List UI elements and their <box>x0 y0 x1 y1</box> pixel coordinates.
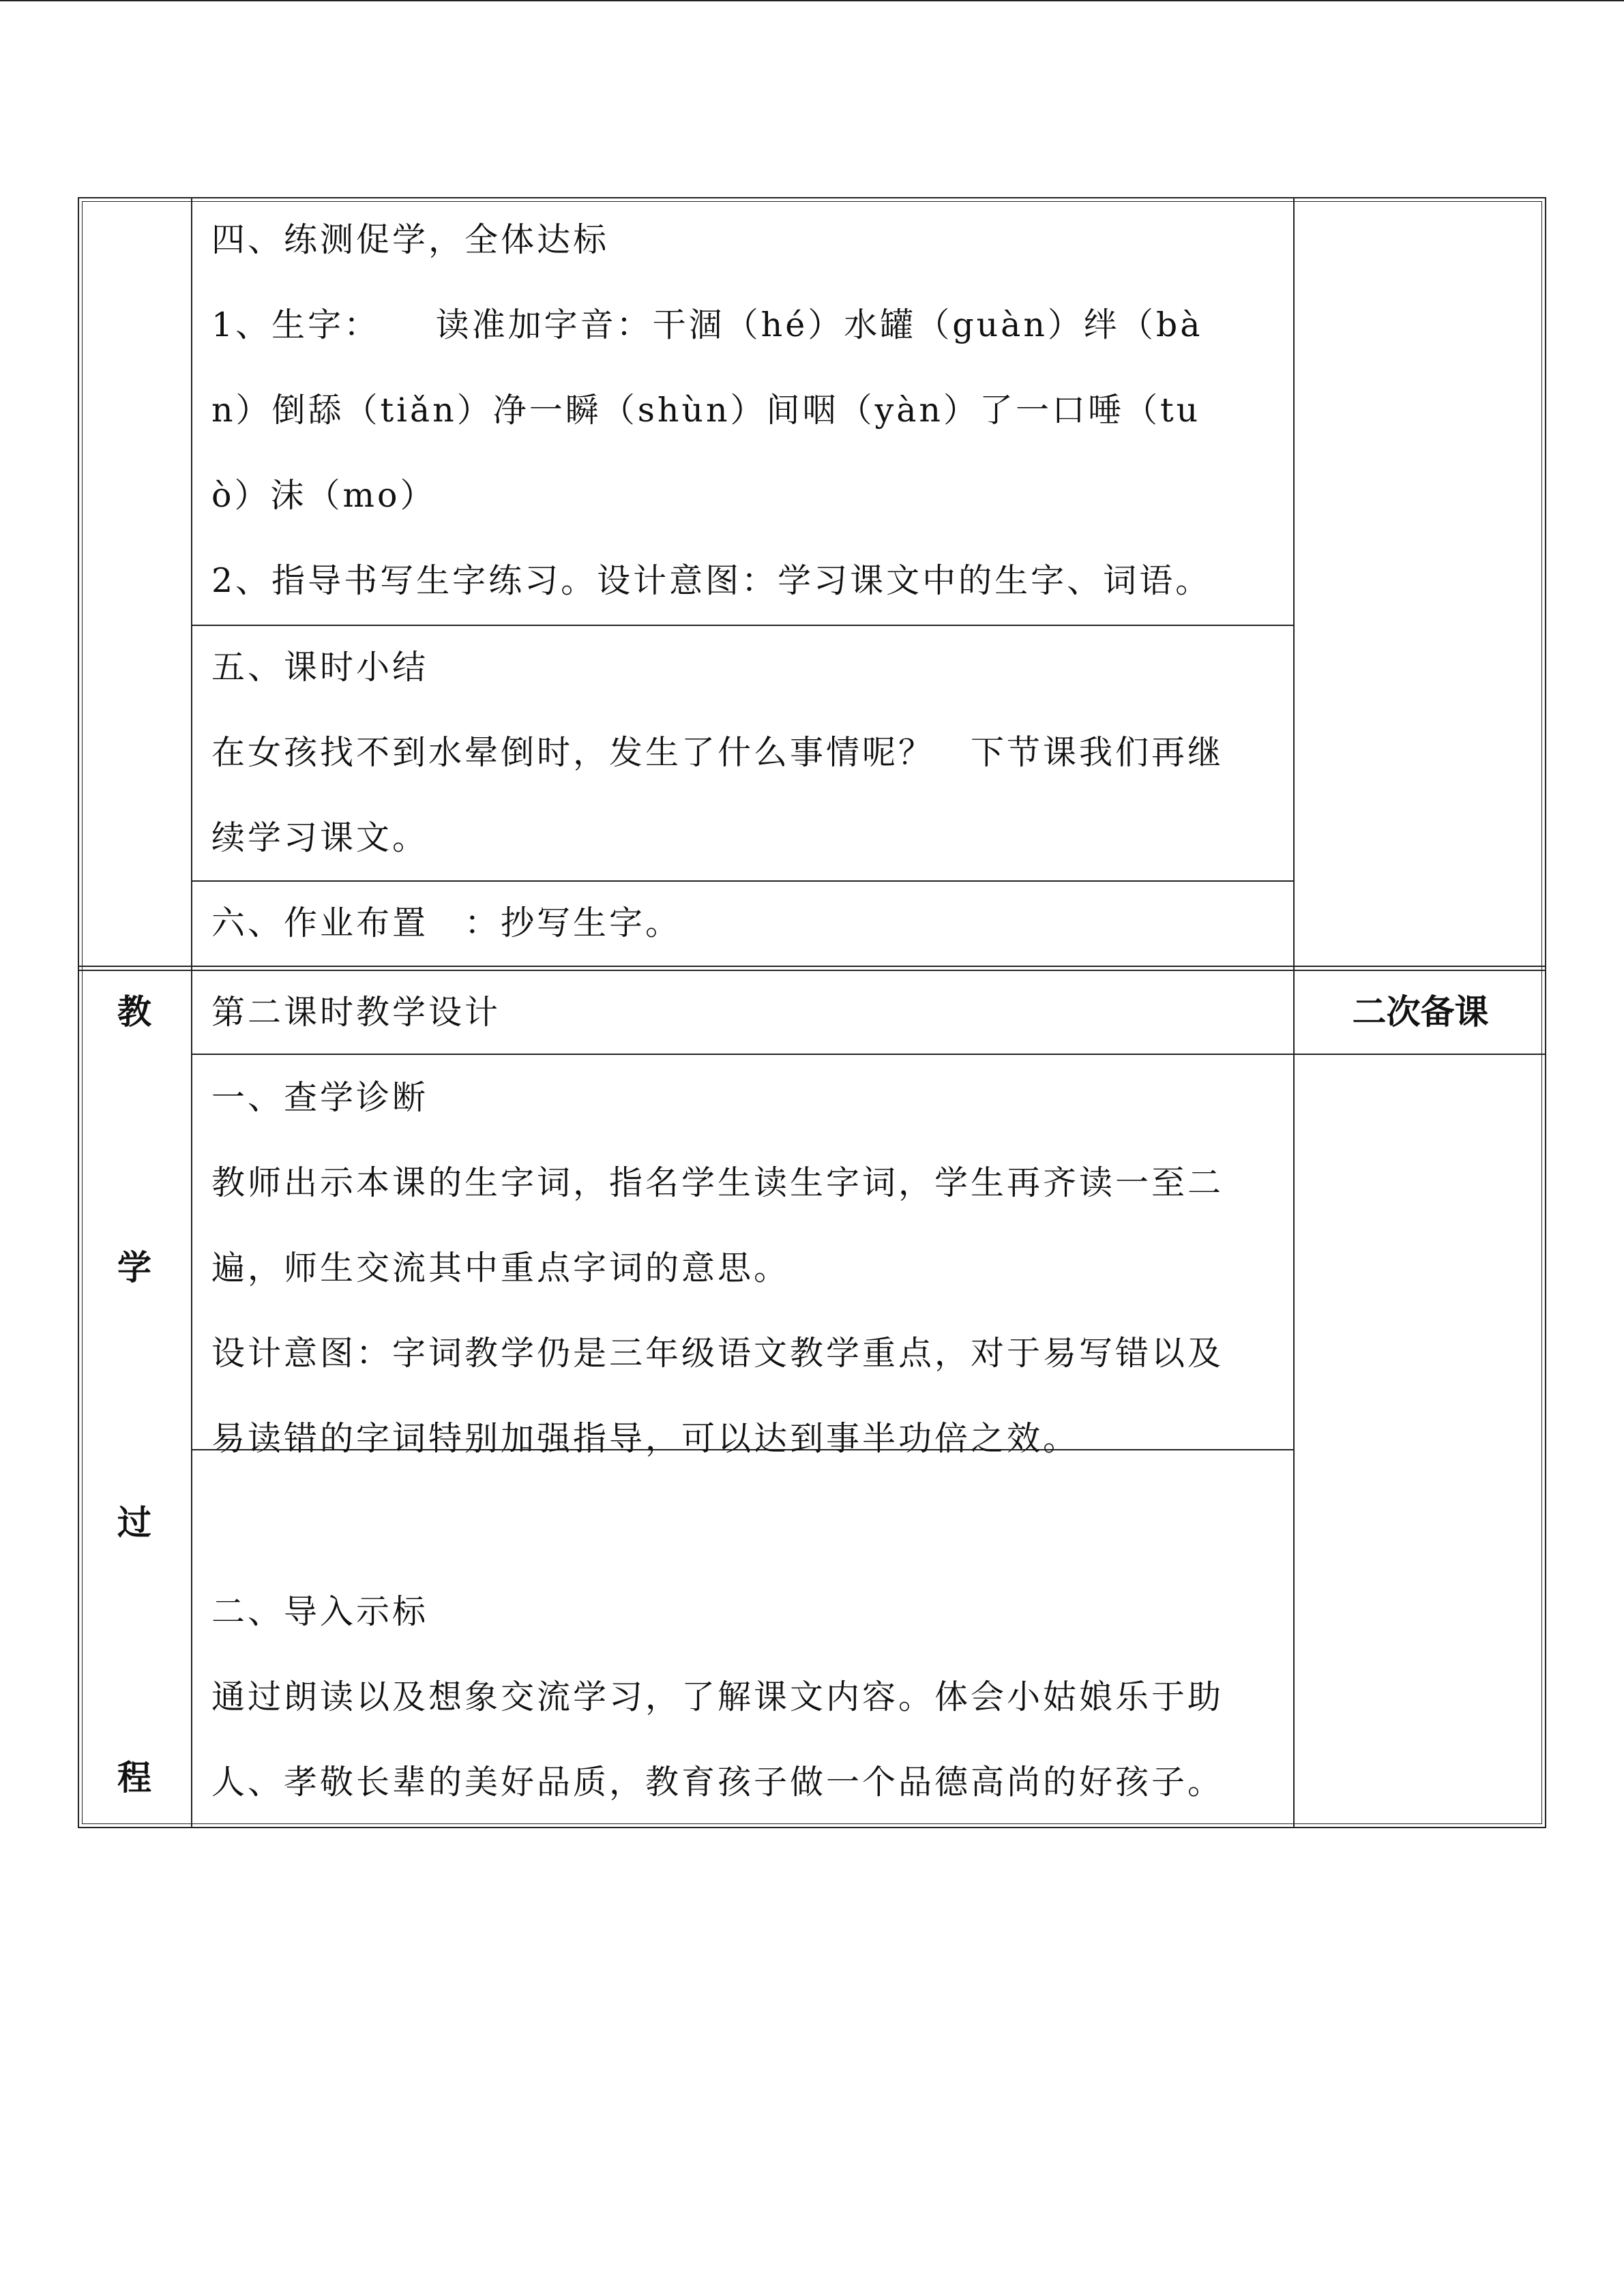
section-5-line-1: 在女孩找不到水晕倒时，发生了什么事情呢？ 下节课我们再继 <box>211 733 1224 772</box>
section-4-line-2: n）倒舔（tiǎn）净一瞬（shùn）间咽（yàn）了一口唾（tu <box>211 391 1201 430</box>
part-1-line-2: 遍，师生交流其中重点字词的意思。 <box>211 1249 791 1287</box>
top-border-line <box>0 0 1624 1</box>
part-2 <box>211 1569 1224 1825</box>
part-1-heading: 一、查学诊断 <box>211 1078 429 1117</box>
lesson-2-title: 第二课时教学设计 <box>211 993 501 1032</box>
section-5-line-2: 续学习课文。 <box>211 818 429 857</box>
side-label-char-4: 程 <box>117 1758 151 1798</box>
part-1-line-3: 设计意图：字词教学仍是三年级语文教学重点，对于易写错以及 <box>211 1334 1224 1373</box>
section-4-line-4: 2、指导书写生字练习。设计意图：学习课文中的生字、词语。 <box>211 561 1212 600</box>
row-divider-lesson2-top <box>78 966 1546 967</box>
lesson-2-title-cell <box>211 970 501 1055</box>
section-4 <box>211 197 1211 623</box>
side-label-char-3: 过 <box>117 1503 151 1542</box>
part-2-line-1: 通过朗读以及想象交流学习，了解课文内容。体会小姑娘乐于助 <box>211 1678 1224 1716</box>
side-label-char-1: 教 <box>117 992 151 1032</box>
section-6 <box>211 880 681 966</box>
section-4-heading: 四、练测促学，全体达标 <box>211 220 610 259</box>
part-1-line-4: 易读错的字词特别加强指导，可以达到事半功倍之效。 <box>211 1419 1080 1458</box>
second-prep-header: 二次备课 <box>1352 992 1489 1032</box>
section-5-heading: 五、课时小结 <box>211 648 429 687</box>
part-2-line-2: 人、孝敬长辈的美好品质，教育孩子做一个品德高尚的好孩子。 <box>211 1763 1224 1802</box>
section-4-line-3: ò）沫（mo） <box>211 476 437 515</box>
part-1 <box>211 1055 1224 1481</box>
part-1-line-1: 教师出示本课的生字词，指名学生读生字词，学生再齐读一至二 <box>211 1163 1224 1202</box>
side-label-char-2: 学 <box>117 1248 151 1287</box>
section-6-heading: 六、作业布置 ：抄写生字。 <box>211 904 682 942</box>
column-divider-left <box>191 197 192 1828</box>
lesson-plan-table <box>78 197 1546 1828</box>
section-5 <box>211 625 1224 880</box>
section-4-line-1: 1、生字： 读准加字音：干涸（hé）水罐（guàn）绊（bà <box>211 305 1203 344</box>
part-2-heading: 二、导入示标 <box>211 1592 429 1631</box>
